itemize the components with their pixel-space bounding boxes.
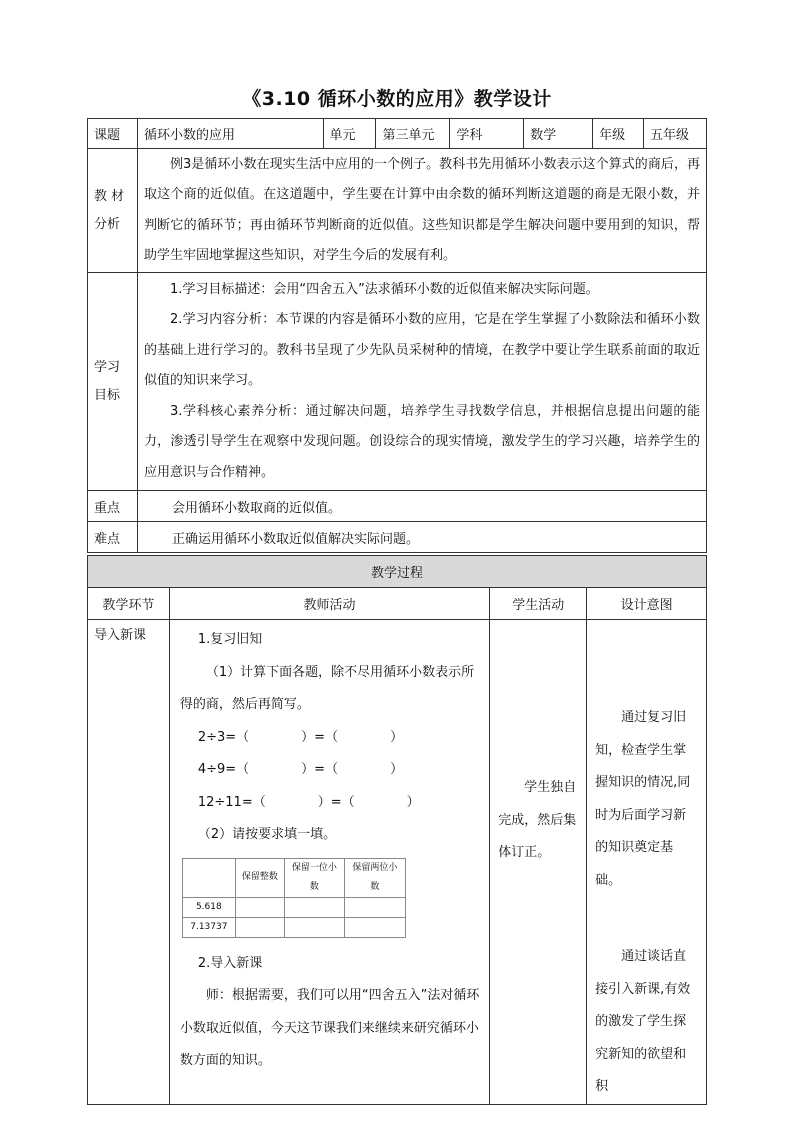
rounding-cell [235,917,284,937]
subject-value: 数学 [524,119,593,149]
student-activity [490,620,587,1105]
difficulty-row [88,522,707,553]
goal-2: 2.学习内容分析：本节课的内容是循环小数的应用，它是在学生掌握了小数除法和循环小数的基础上进行学习的。教科书呈现了少先队员采树种的情境，在教学中要让学生联系前面的取近似值的知识来学习。 [143,312,700,389]
key-point-label: 重点 [88,491,138,522]
rounding-row [182,897,405,917]
rounding-cell [235,897,284,917]
analysis-text: 例3是循环小数在现实生活中应用的一个例子。教科书先用循环小数表示这个算式的商后，再取这个商的近似值。在这道题中，学生要在计算中由余数的循环判断这道题的商是无限小数，并判断它的循环节；再由循环节判断商的近似值。这些知识都是学生解决问题中要用到的知识，帮助学生牢固地掌握这些知识，对学生今后的发展有利。 [137,149,706,273]
unit-label: 单元 [323,119,376,149]
goal-1: 1.学习目标描述：会用“四舍五入”法求循环小数的近似值来解决实际问题。 [169,281,599,297]
grade-label: 年级 [593,119,644,149]
col-intent: 设计意图 [587,588,707,620]
rounding-header-row [182,858,405,897]
stage-row [88,620,707,1105]
analysis-label: 教 材 分析 [88,149,138,273]
equation-1: 2÷3=（ ）=（ ） [197,729,404,745]
process-header-row [88,556,707,588]
key-point-text: 会用循环小数取商的近似值。 [137,491,706,522]
rounding-header-one-decimal: 保留一位小数 [284,858,344,897]
goals-text [137,273,706,491]
goals-row [88,273,707,491]
teacher-activity [169,620,489,1105]
equation-2: 4÷9=（ ）=（ ） [197,762,404,777]
analysis-row [88,149,707,273]
grade-value: 五年级 [644,119,707,149]
design-intent-2: 通过谈话直接引入新课,有效的激发了学生探究新知的欲望和积 [595,949,691,1094]
goals-label: 学习 目标 [88,273,138,491]
document-title: 《3.10 循环小数的应用》教学设计 [242,88,552,110]
process-column-headers [88,588,707,620]
process-header: 教学过程 [88,556,707,588]
design-intent-1: 通过复习旧知，检查学生掌握知识的情况,同时为后面学习新的知识奠定基础。 [595,710,691,888]
info-row [88,119,707,149]
process-table [87,555,707,1105]
rounding-row-label: 7.13737 [182,917,235,937]
exercise-2-instruction: （2）请按要求填一填。 [197,827,337,842]
rounding-row [182,917,405,937]
topic-value: 循环小数的应用 [137,119,323,149]
topic-label: 课题 [88,119,138,149]
rounding-table [182,858,406,938]
key-point-row [88,491,707,522]
rounding-row-label: 5.618 [182,897,235,917]
col-student: 学生活动 [490,588,587,620]
rounding-cell [344,917,405,937]
stage-label: 导入新课 [88,620,170,1105]
student-activity-text: 学生独自完成，然后集体订正。 [498,780,577,860]
rounding-header-blank [182,858,235,897]
subject-label: 学科 [450,119,524,149]
equation-3: 12÷11=（ ）=（ ） [197,794,420,810]
difficulty-text: 正确运用循环小数取近似值解决实际问题。 [137,522,706,553]
design-intent [587,620,707,1105]
rounding-cell [284,897,344,917]
lesson-info-table [87,118,707,553]
difficulty-label: 难点 [88,522,138,553]
rounding-header-two-decimal: 保留两位小数 [344,858,405,897]
col-teacher: 教师活动 [169,588,489,620]
intro-paragraph: 师：根据需要，我们可以用“四舍五入”法对循环小数取近似值，今天这节课我们来继续来研究循环小数方面的知识。 [179,988,480,1068]
goal-3: 3.学科核心素养分析：通过解决问题，培养学生寻找数学信息，并根据信息提出问题的能力，渗透引导学生在观察中发现问题。创设综合的现实情境，激发学生的学习兴趣，培养学生的应用意识与合作精神。 [143,403,700,480]
col-stage: 教学环节 [88,588,170,620]
rounding-header-integer: 保留整数 [235,858,284,897]
intro-heading: 2.导入新课 [197,955,263,971]
exercise-1-instruction: （1）计算下面各题，除不尽用循环小数表示所得的商，然后再简写。 [179,664,475,712]
review-heading: 1.复习旧知 [197,632,263,647]
rounding-cell [284,917,344,937]
unit-value: 第三单元 [376,119,450,149]
rounding-cell [344,897,405,917]
